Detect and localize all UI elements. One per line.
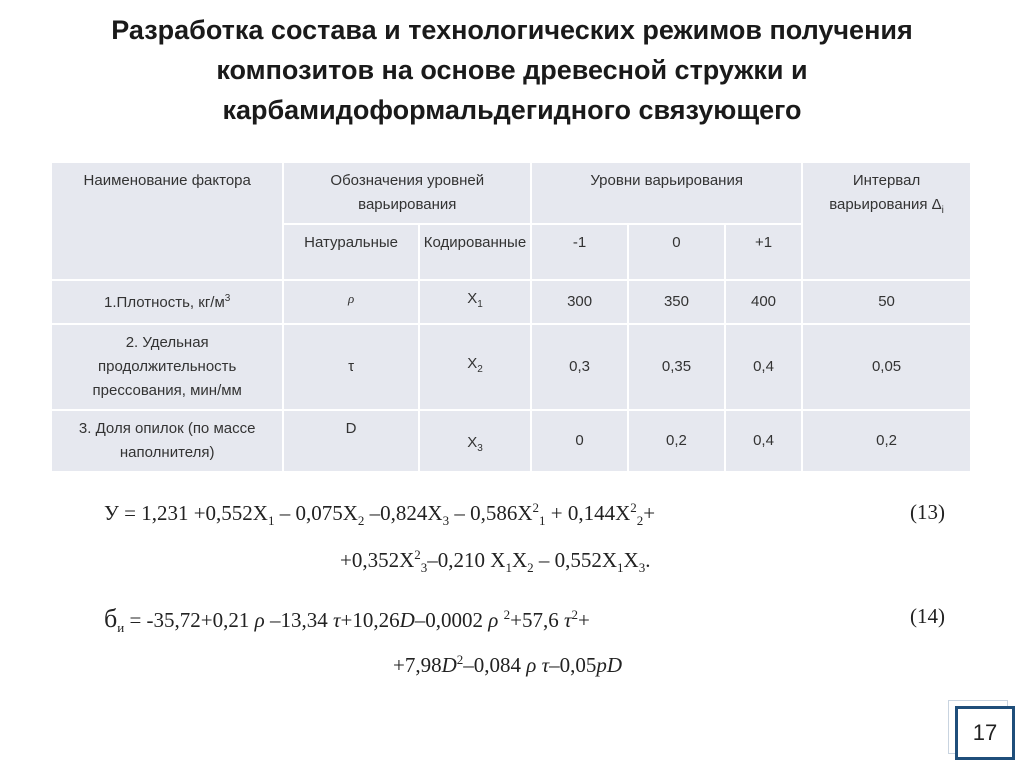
row2-level-minus: 0,3 [532,325,629,411]
equation-13-line-2: $+0,352Х^2_3-0,210$ $Х_1Х_2 - 0,552Х_1Х_3$. [340,547,651,576]
equation-14-line-2: $+7,98D^2-0,084$ ρ τ–0,05pD [393,652,623,677]
table-row [52,281,972,325]
row3-interval: 0,2 [803,411,972,473]
row1-level-minus: 300 [532,281,629,325]
row2-level-zero: 0,35 [629,325,726,411]
row2-natural: τ [284,325,419,411]
header-level-minus: -1 [532,225,629,281]
header-interval: Интервал варьирования $\Delta_i$ [803,163,972,281]
factors-table [52,163,972,473]
row1-coded: $X_1$ [420,281,532,325]
row3-level-minus: 0 [532,411,629,473]
title-line-2: композитов на основе древесной стружки и [216,55,808,85]
header-levels: Уровни варьирования [532,163,803,225]
title-line-3: карбамидоформальдегидного связующего [222,95,802,125]
row3-name: 3. Доля опилок (по массе наполнителя) [52,411,284,473]
row2-level-plus: 0,4 [726,325,803,411]
table-row [52,325,972,411]
row2-interval: 0,05 [803,325,972,411]
row1-natural: ρ [284,281,419,325]
row2-coded: $X_2$ [420,325,532,411]
equation-13-number: (13) [910,500,945,524]
row3-natural: D [284,411,419,473]
header-level-plus: +1 [726,225,803,281]
slide-title [40,10,984,130]
row1-level-plus: 400 [726,281,803,325]
header-designations: Обозначения уровней варьирования [284,163,532,225]
title-line-1: Разработка состава и технологических режимов получения [111,15,913,45]
row1-interval: 50 [803,281,972,325]
equation-14-line-1: $б_и = -35,72+0,21$ ρ –13,34 τ+10,26D–0,0002 ρ $^2$+57,6 $\tau^2+$ [104,604,590,636]
header-natural: Натуральные [284,225,419,281]
equation-13-line-1: $У = 1,231 +0,552Х_1 - 0,075Х_2$ $-0,824Х_3 - 0,586Х^2_1 + 0,144Х^2_2+$ [104,500,656,529]
row1-name: 1.Плотность, $кг/м^3$ [52,281,284,325]
row3-coded: $X_3$ [420,411,532,473]
header-coded: Кодированные [420,225,532,281]
table-row [52,411,972,473]
header-level-zero: 0 [629,225,726,281]
row2-name: 2. Удельная продолжительность прессования, мин/мм [52,325,284,411]
row3-level-zero: 0,2 [629,411,726,473]
page-number: 17 [955,706,1015,760]
row1-level-zero: 350 [629,281,726,325]
equation-14-number: (14) [910,604,945,628]
header-factor-name: Наименование фактора [52,163,284,281]
row3-level-plus: 0,4 [726,411,803,473]
